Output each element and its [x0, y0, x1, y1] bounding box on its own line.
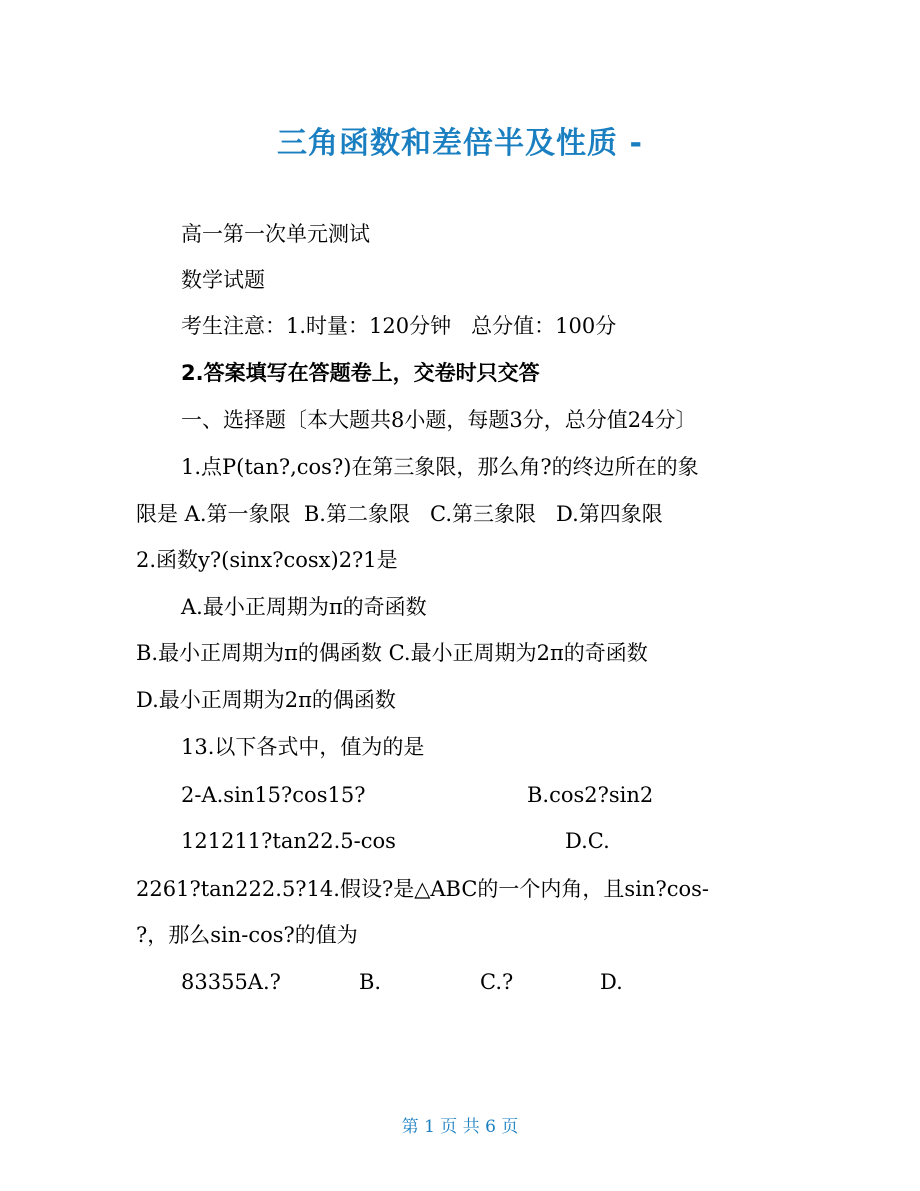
exam-notice: 考生注意：1.时量：120分钟 总分值：100分 [181, 314, 617, 338]
question-14-option-c: C.? [480, 970, 514, 994]
question-2-option-d: D.最小正周期为2π的偶函数 [136, 688, 396, 712]
answer-instruction: 2.答案填写在答题卷上，交卷时只交答 [181, 361, 540, 385]
subject-heading: 数学试题 [181, 268, 265, 292]
question-13-option-b: B.cos2?sin2 [527, 783, 654, 807]
question-13-option-c-fragment: 121211?tan22.5-cos [181, 829, 396, 853]
section-heading: 一、选择题〔本大题共8小题，每题3分，总分值24分〕 [181, 408, 697, 432]
question-2-options-bc: B.最小正周期为π的偶函数 C.最小正周期为2π的奇函数 [136, 641, 648, 665]
exam-heading: 高一第一次单元测试 [181, 222, 370, 246]
question-2-text: 2.函数y?(sinx?cosx)2?1是 [136, 548, 398, 572]
question-13-option-dc: D.C. [565, 829, 610, 853]
question-14-text-cont: ?，那么sin-cos?的值为 [136, 923, 358, 947]
question-13-text: 13.以下各式中，值为的是 [181, 735, 425, 759]
question-14-option-d: D. [600, 970, 623, 994]
question-14-text: 2261?tan222.5?14.假设?是△ABC的一个内角，且sin?cos- [136, 877, 709, 901]
question-14-option-b: B. [359, 970, 382, 994]
document-title: 三角函数和差倍半及性质 - [277, 126, 643, 161]
question-13-option-a: 2-A.sin15?cos15? [181, 783, 366, 807]
question-2-option-a: A.最小正周期为π的奇函数 [181, 595, 427, 619]
question-1-options: 限是 A.第一象限 B.第二象限 C.第三象限 D.第四象限 [136, 502, 663, 526]
page-footer: 第 1 页 共 6 页 [401, 1117, 519, 1137]
question-14-option-a: 83355A.? [181, 970, 281, 994]
question-1-text: 1.点P(tan?,cos?)在第三象限，那么角?的终边所在的象 [181, 455, 699, 479]
